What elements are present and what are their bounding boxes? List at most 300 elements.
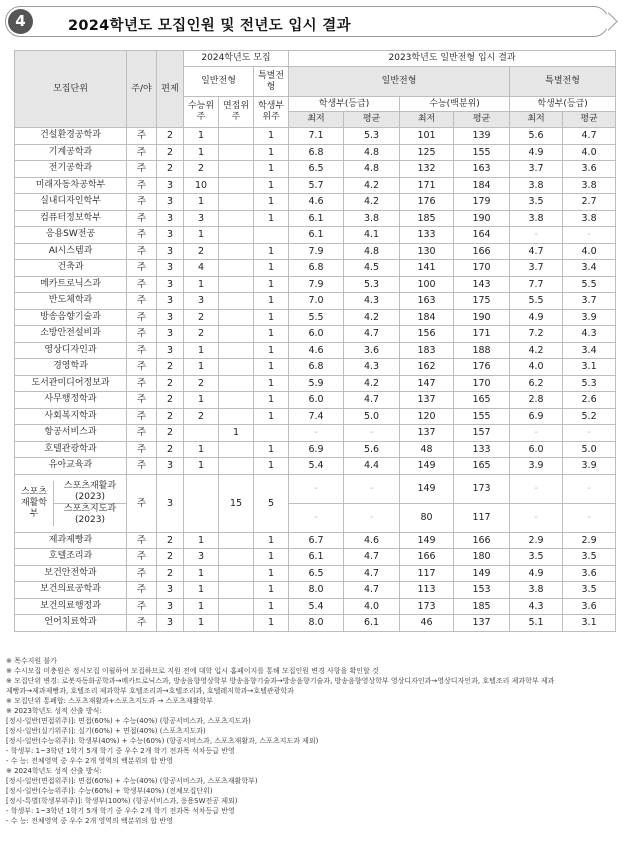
- suneung-min: 166: [400, 549, 454, 566]
- suneung-count: 2: [184, 375, 219, 392]
- suneung-avg: 153: [454, 582, 510, 599]
- footnote-line: - 학생부: 1~3학년 1학기 5개 학기 중 우수 2개 학기 전과목 석차등급 반영: [6, 747, 235, 755]
- footnote-line: - 수 능: 전체영역 중 우수 2개 영역의 백분위의 합 반영: [6, 757, 173, 765]
- system: 3: [157, 342, 184, 359]
- record-count: 1: [254, 144, 289, 161]
- special-min: 2.9: [510, 532, 563, 549]
- table-row: [15, 276, 616, 293]
- record-count: 1: [254, 582, 289, 599]
- interview-count: [219, 276, 254, 293]
- grade-avg: 5.3: [344, 128, 400, 145]
- header-2024-group: 2024학년도 모집: [184, 51, 289, 67]
- unit-name: 호텔관광학과: [15, 441, 127, 458]
- section-number-badge: 4: [8, 9, 33, 34]
- system: 3: [157, 293, 184, 310]
- system: 2: [157, 532, 184, 549]
- suneung-min: 171: [400, 177, 454, 194]
- special-min: 3.5: [510, 549, 563, 566]
- special-avg: 3.5: [563, 549, 616, 566]
- system: 2: [157, 565, 184, 582]
- sports-sub2-name: 스포츠지도과 (2023): [63, 503, 117, 525]
- header-2024-general: 일반전형: [184, 67, 254, 97]
- suneung-count: [184, 425, 219, 442]
- system: 2: [157, 359, 184, 376]
- suneung-count: 1: [184, 582, 219, 599]
- grade-avg: 3.6: [344, 342, 400, 359]
- suneung-count: 1: [184, 458, 219, 475]
- interview-count: [219, 326, 254, 343]
- suneung-min: 183: [400, 342, 454, 359]
- interview-count: [219, 582, 254, 599]
- system: 3: [157, 615, 184, 632]
- unit-name: 유아교육과: [15, 458, 127, 475]
- suneung-min: 48: [400, 441, 454, 458]
- unit-name: 방송음향기술과: [15, 309, 127, 326]
- suneung-avg: 175: [454, 293, 510, 310]
- special-avg: 3.4: [563, 260, 616, 277]
- interview-count: [219, 161, 254, 178]
- system: 3: [157, 210, 184, 227]
- record-count: 1: [254, 565, 289, 582]
- interview-count: [219, 342, 254, 359]
- suneung-avg: 179: [454, 194, 510, 211]
- special-min: 4.0: [510, 359, 563, 376]
- sports-sub2-special-avg: -: [563, 503, 616, 532]
- special-min: 5.6: [510, 128, 563, 145]
- table-row: [15, 408, 616, 425]
- suneung-count: 1: [184, 392, 219, 409]
- dayevening: 주: [127, 177, 157, 194]
- sports-sub1-name: 스포츠재활과 (2023): [54, 481, 126, 504]
- footnote-line: - 학생부: 1~3학년 1학기 5개 학기 중 우수 2개 학기 전과목 석차등급 반영: [6, 807, 235, 815]
- special-avg: 3.7: [563, 293, 616, 310]
- unit-name: 경영학과: [15, 359, 127, 376]
- interview-count: [219, 260, 254, 277]
- interview-count: [219, 128, 254, 145]
- record-count: 1: [254, 243, 289, 260]
- suneung-count: 1: [184, 532, 219, 549]
- dayevening: 주: [127, 598, 157, 615]
- dayevening: 주: [127, 615, 157, 632]
- system: 3: [157, 194, 184, 211]
- footnote-line: [정시-일반(실기위주)]: 실기(60%) + 면접(40%) (스포츠지도과): [6, 727, 206, 735]
- special-min: 3.9: [510, 458, 563, 475]
- grade-min: 7.1: [289, 128, 344, 145]
- header-suneung-percentile: 수능(백분위): [400, 97, 510, 112]
- header-2024-special: 특별전형: [254, 67, 289, 97]
- sports-sub2-grade-min: -: [289, 503, 344, 532]
- special-avg: 3.8: [563, 210, 616, 227]
- dayevening: 주: [127, 326, 157, 343]
- interview-count: [219, 243, 254, 260]
- unit-name: 미래자동차공학부: [15, 177, 127, 194]
- special-min: 7.7: [510, 276, 563, 293]
- suneung-avg: 137: [454, 615, 510, 632]
- special-avg: 2.6: [563, 392, 616, 409]
- footnote-line: ※ 2023학년도 성적 산출 방식:: [6, 707, 102, 715]
- grade-avg: 5.0: [344, 408, 400, 425]
- suneung-min: 132: [400, 161, 454, 178]
- suneung-avg: 190: [454, 309, 510, 326]
- special-min: -: [510, 227, 563, 244]
- dayevening: 주: [127, 243, 157, 260]
- suneung-avg: 163: [454, 161, 510, 178]
- sports-sub2-suneung-min: 80: [400, 503, 454, 532]
- suneung-avg: 155: [454, 408, 510, 425]
- sports-sub2-special-min: -: [510, 503, 563, 532]
- header-avg: 평균: [563, 112, 616, 128]
- system: 3: [157, 309, 184, 326]
- header-dayevening: 주/야: [127, 51, 157, 128]
- table-row: [15, 615, 616, 632]
- system: 2: [157, 375, 184, 392]
- interview-count: [219, 359, 254, 376]
- section-title: 2024학년도 모집인원 및 전년도 입시 결과: [68, 18, 351, 34]
- special-min: 4.7: [510, 243, 563, 260]
- grade-avg: 5.6: [344, 441, 400, 458]
- unit-name: 사회복지학과: [15, 408, 127, 425]
- special-min: 5.1: [510, 615, 563, 632]
- suneung-min: 149: [400, 458, 454, 475]
- interview-count: [219, 293, 254, 310]
- grade-avg: 4.1: [344, 227, 400, 244]
- special-min: 4.3: [510, 598, 563, 615]
- suneung-min: 185: [400, 210, 454, 227]
- grade-avg: 6.1: [344, 615, 400, 632]
- header-interview-focus: 면접위주: [219, 97, 254, 128]
- grade-min: 7.0: [289, 293, 344, 310]
- suneung-avg: 171: [454, 326, 510, 343]
- unit-name: 전기공학과: [15, 161, 127, 178]
- sports-sub1-special-avg: -: [563, 474, 616, 503]
- table-row: [15, 549, 616, 566]
- table-row: [15, 425, 616, 442]
- grade-avg: 4.7: [344, 392, 400, 409]
- grade-avg: 5.3: [344, 276, 400, 293]
- system: 3: [157, 598, 184, 615]
- grade-avg: 4.7: [344, 582, 400, 599]
- admission-results-table: [14, 50, 616, 632]
- special-avg: 5.3: [563, 375, 616, 392]
- dayevening: 주: [127, 532, 157, 549]
- dayevening: 주: [127, 359, 157, 376]
- grade-min: 4.6: [289, 194, 344, 211]
- grade-min: 6.1: [289, 210, 344, 227]
- special-avg: 3.4: [563, 342, 616, 359]
- special-min: 4.2: [510, 342, 563, 359]
- record-count: 1: [254, 441, 289, 458]
- suneung-min: 133: [400, 227, 454, 244]
- suneung-avg: 165: [454, 392, 510, 409]
- suneung-min: 100: [400, 276, 454, 293]
- dayevening: 주: [127, 458, 157, 475]
- grade-min: 8.0: [289, 582, 344, 599]
- dayevening: 주: [127, 309, 157, 326]
- unit-name: 항공서비스과: [15, 425, 127, 442]
- table-row: [15, 326, 616, 343]
- special-avg: -: [563, 425, 616, 442]
- table-row: [15, 582, 616, 599]
- suneung-avg: 170: [454, 375, 510, 392]
- footnote-line: [정시-일반(면접위주)]: 면접(60%) + 수능(40%) (항공서비스과, 스포츠재활학부): [6, 777, 258, 785]
- suneung-avg: 155: [454, 144, 510, 161]
- record-count: 1: [254, 194, 289, 211]
- record-count: 1: [254, 161, 289, 178]
- system: 2: [157, 144, 184, 161]
- table-row: [15, 243, 616, 260]
- grade-min: 6.8: [289, 359, 344, 376]
- grade-min: 5.7: [289, 177, 344, 194]
- suneung-count: 1: [184, 144, 219, 161]
- special-min: 7.2: [510, 326, 563, 343]
- special-avg: 3.6: [563, 565, 616, 582]
- record-count: 1: [254, 598, 289, 615]
- sports-group-cell: [15, 474, 127, 532]
- grade-avg: 4.6: [344, 532, 400, 549]
- suneung-count: 1: [184, 565, 219, 582]
- interview-count: [219, 441, 254, 458]
- grade-avg: 4.3: [344, 293, 400, 310]
- grade-min: 4.6: [289, 342, 344, 359]
- footnote-line: [정시-일반(면접위주)]: 면접(60%) + 수능(40%) (항공서비스과, 스포츠지도과): [6, 717, 251, 725]
- unit-name: 사무행정학과: [15, 392, 127, 409]
- special-min: 6.0: [510, 441, 563, 458]
- unit-name: 보건의료공학과: [15, 582, 127, 599]
- interview-count: [219, 532, 254, 549]
- suneung-min: 141: [400, 260, 454, 277]
- footnote-line: ※ 목수지원 불가: [6, 657, 57, 665]
- grade-avg: 4.7: [344, 326, 400, 343]
- special-min: -: [510, 425, 563, 442]
- record-count: 1: [254, 177, 289, 194]
- record-count: 1: [254, 359, 289, 376]
- table-row: [15, 441, 616, 458]
- interview-count: [219, 392, 254, 409]
- interview-count: [219, 177, 254, 194]
- unit-name: 응용SW전공: [15, 227, 127, 244]
- unit-name: 실내디자인학부: [15, 194, 127, 211]
- suneung-count: 2: [184, 161, 219, 178]
- unit-name: 도서관미디어정보과: [15, 375, 127, 392]
- footnote-line: [정시-일반(수능위주)]: 학생부(40%) + 수능(60%) (항공서비스과, 스포츠재활과, 스포츠지도과 제외): [6, 737, 319, 745]
- suneung-min: 120: [400, 408, 454, 425]
- header-min: 최저: [510, 112, 563, 128]
- footnote-line: [정시-특별(학생부위주)]: 학생부(100%) (항공서비스과, 응용SW전공 제외): [6, 797, 238, 805]
- header-2023-general: 일반전형: [289, 67, 510, 97]
- special-avg: 5.0: [563, 441, 616, 458]
- table-row: [15, 128, 616, 145]
- suneung-avg: 157: [454, 425, 510, 442]
- header-record-focus: 학생부위주: [254, 97, 289, 128]
- unit-name: 기계공학과: [15, 144, 127, 161]
- grade-min: 6.5: [289, 161, 344, 178]
- suneung-avg: 185: [454, 598, 510, 615]
- sports-sub1-grade-min: -: [289, 474, 344, 503]
- unit-name: 컴퓨터정보학부: [15, 210, 127, 227]
- suneung-count: 1: [184, 276, 219, 293]
- suneung-count: 1: [184, 194, 219, 211]
- grade-avg: 4.2: [344, 194, 400, 211]
- suneung-count: 4: [184, 260, 219, 277]
- footnote-line: ※ 2024학년도 성적 산출 방식:: [6, 767, 102, 775]
- unit-name: 언어치료학과: [15, 615, 127, 632]
- table-row: [15, 359, 616, 376]
- interview-count: [219, 210, 254, 227]
- system: 2: [157, 128, 184, 145]
- system: 3: [157, 243, 184, 260]
- interview-count: 1: [219, 425, 254, 442]
- table-row: [15, 144, 616, 161]
- special-avg: 2.9: [563, 532, 616, 549]
- system: 3: [157, 276, 184, 293]
- system: 2: [157, 161, 184, 178]
- system: 3: [157, 177, 184, 194]
- grade-min: 6.9: [289, 441, 344, 458]
- grade-avg: -: [344, 425, 400, 442]
- table-row: [15, 342, 616, 359]
- record-count: 1: [254, 458, 289, 475]
- special-avg: 3.9: [563, 309, 616, 326]
- system: 2: [157, 392, 184, 409]
- special-min: 4.9: [510, 144, 563, 161]
- header-special-record-grade: 학생부(등급): [510, 97, 616, 112]
- suneung-count: 1: [184, 128, 219, 145]
- special-avg: 3.6: [563, 161, 616, 178]
- special-avg: 4.0: [563, 144, 616, 161]
- grade-min: 8.0: [289, 615, 344, 632]
- record-count: 1: [254, 392, 289, 409]
- sports-dayevening: 주: [127, 474, 157, 532]
- record-count: 1: [254, 309, 289, 326]
- suneung-avg: 170: [454, 260, 510, 277]
- system: 2: [157, 408, 184, 425]
- grade-avg: 4.2: [344, 309, 400, 326]
- suneung-min: 46: [400, 615, 454, 632]
- grade-min: 5.4: [289, 598, 344, 615]
- special-min: 6.2: [510, 375, 563, 392]
- record-count: 1: [254, 276, 289, 293]
- header-record-grade: 학생부(등급): [289, 97, 400, 112]
- sports-sub2-grade-avg: -: [344, 503, 400, 532]
- interview-count: [219, 615, 254, 632]
- suneung-min: 137: [400, 425, 454, 442]
- suneung-min: 163: [400, 293, 454, 310]
- special-avg: -: [563, 227, 616, 244]
- table-row: [15, 565, 616, 582]
- record-count: 1: [254, 615, 289, 632]
- suneung-min: 149: [400, 532, 454, 549]
- special-avg: 3.6: [563, 598, 616, 615]
- suneung-avg: 166: [454, 243, 510, 260]
- dayevening: 주: [127, 210, 157, 227]
- record-count: 1: [254, 326, 289, 343]
- suneung-min: 184: [400, 309, 454, 326]
- special-avg: 5.2: [563, 408, 616, 425]
- dayevening: 주: [127, 161, 157, 178]
- dayevening: 주: [127, 565, 157, 582]
- footnotes: [6, 656, 618, 826]
- suneung-avg: 166: [454, 532, 510, 549]
- suneung-min: 173: [400, 598, 454, 615]
- special-min: 3.8: [510, 177, 563, 194]
- grade-min: 6.5: [289, 565, 344, 582]
- suneung-count: 10: [184, 177, 219, 194]
- special-min: 5.5: [510, 293, 563, 310]
- grade-avg: 3.8: [344, 210, 400, 227]
- dayevening: 주: [127, 276, 157, 293]
- footnote-line: ※ 모집단위 변경: 로봇자동화공학과→메카트로닉스과, 방송음향영상학부 방송음향기술과→방송음향기술과, 방송음향영상학부 영상디자인과→영상디자인과, 호텔조리 제과학부 제과: [6, 677, 555, 685]
- interview-count: [219, 194, 254, 211]
- dayevening: 주: [127, 441, 157, 458]
- interview-count: [219, 458, 254, 475]
- footnote-line: ※ 모집단위 통폐합: 스포츠재활과+스포츠지도과 → 스포츠재활학부: [6, 697, 213, 705]
- interview-count: [219, 375, 254, 392]
- record-count: [254, 227, 289, 244]
- grade-avg: 4.0: [344, 598, 400, 615]
- footnote-line: [정시-일반(수능위주)]: 수능(60%) + 학생부(40%) (전체모집단위): [6, 787, 213, 795]
- grade-min: 5.4: [289, 458, 344, 475]
- system: 3: [157, 260, 184, 277]
- grade-min: 6.1: [289, 549, 344, 566]
- suneung-count: 3: [184, 293, 219, 310]
- record-count: 1: [254, 293, 289, 310]
- sports-sub1-suneung-min: 149: [400, 474, 454, 503]
- suneung-count: 1: [184, 598, 219, 615]
- header-system: 편제: [157, 51, 184, 128]
- special-min: 6.9: [510, 408, 563, 425]
- dayevening: 주: [127, 425, 157, 442]
- special-avg: 3.5: [563, 582, 616, 599]
- special-avg: 3.9: [563, 458, 616, 475]
- grade-avg: 4.7: [344, 549, 400, 566]
- header-min: 최저: [400, 112, 454, 128]
- special-min: 2.8: [510, 392, 563, 409]
- suneung-min: 156: [400, 326, 454, 343]
- system: 2: [157, 441, 184, 458]
- unit-name: 보건의료행정과: [15, 598, 127, 615]
- suneung-count: 2: [184, 243, 219, 260]
- unit-name: 보건안전학과: [15, 565, 127, 582]
- dayevening: 주: [127, 227, 157, 244]
- special-min: 4.9: [510, 565, 563, 582]
- unit-name: 소방안전설비과: [15, 326, 127, 343]
- suneung-min: 117: [400, 565, 454, 582]
- grade-avg: 4.5: [344, 260, 400, 277]
- suneung-min: 162: [400, 359, 454, 376]
- unit-name: 반도체학과: [15, 293, 127, 310]
- record-count: 1: [254, 549, 289, 566]
- grade-avg: 4.8: [344, 243, 400, 260]
- table-row: [15, 458, 616, 475]
- grade-min: 6.0: [289, 326, 344, 343]
- grade-avg: 4.4: [344, 458, 400, 475]
- table-row: [15, 392, 616, 409]
- table-row: [15, 177, 616, 194]
- unit-name: 건축과: [15, 260, 127, 277]
- header-suneung-focus: 수능위주: [184, 97, 219, 128]
- suneung-min: 176: [400, 194, 454, 211]
- suneung-avg: 180: [454, 549, 510, 566]
- unit-name: 호텔조리과: [15, 549, 127, 566]
- table-row: [15, 227, 616, 244]
- sports-sub1-grade-avg: -: [344, 474, 400, 503]
- unit-name: 영상디자인과: [15, 342, 127, 359]
- special-min: 3.5: [510, 194, 563, 211]
- header-2023-special: 특별전형: [510, 67, 616, 97]
- suneung-count: 1: [184, 342, 219, 359]
- suneung-avg: 184: [454, 177, 510, 194]
- table-row: [15, 161, 616, 178]
